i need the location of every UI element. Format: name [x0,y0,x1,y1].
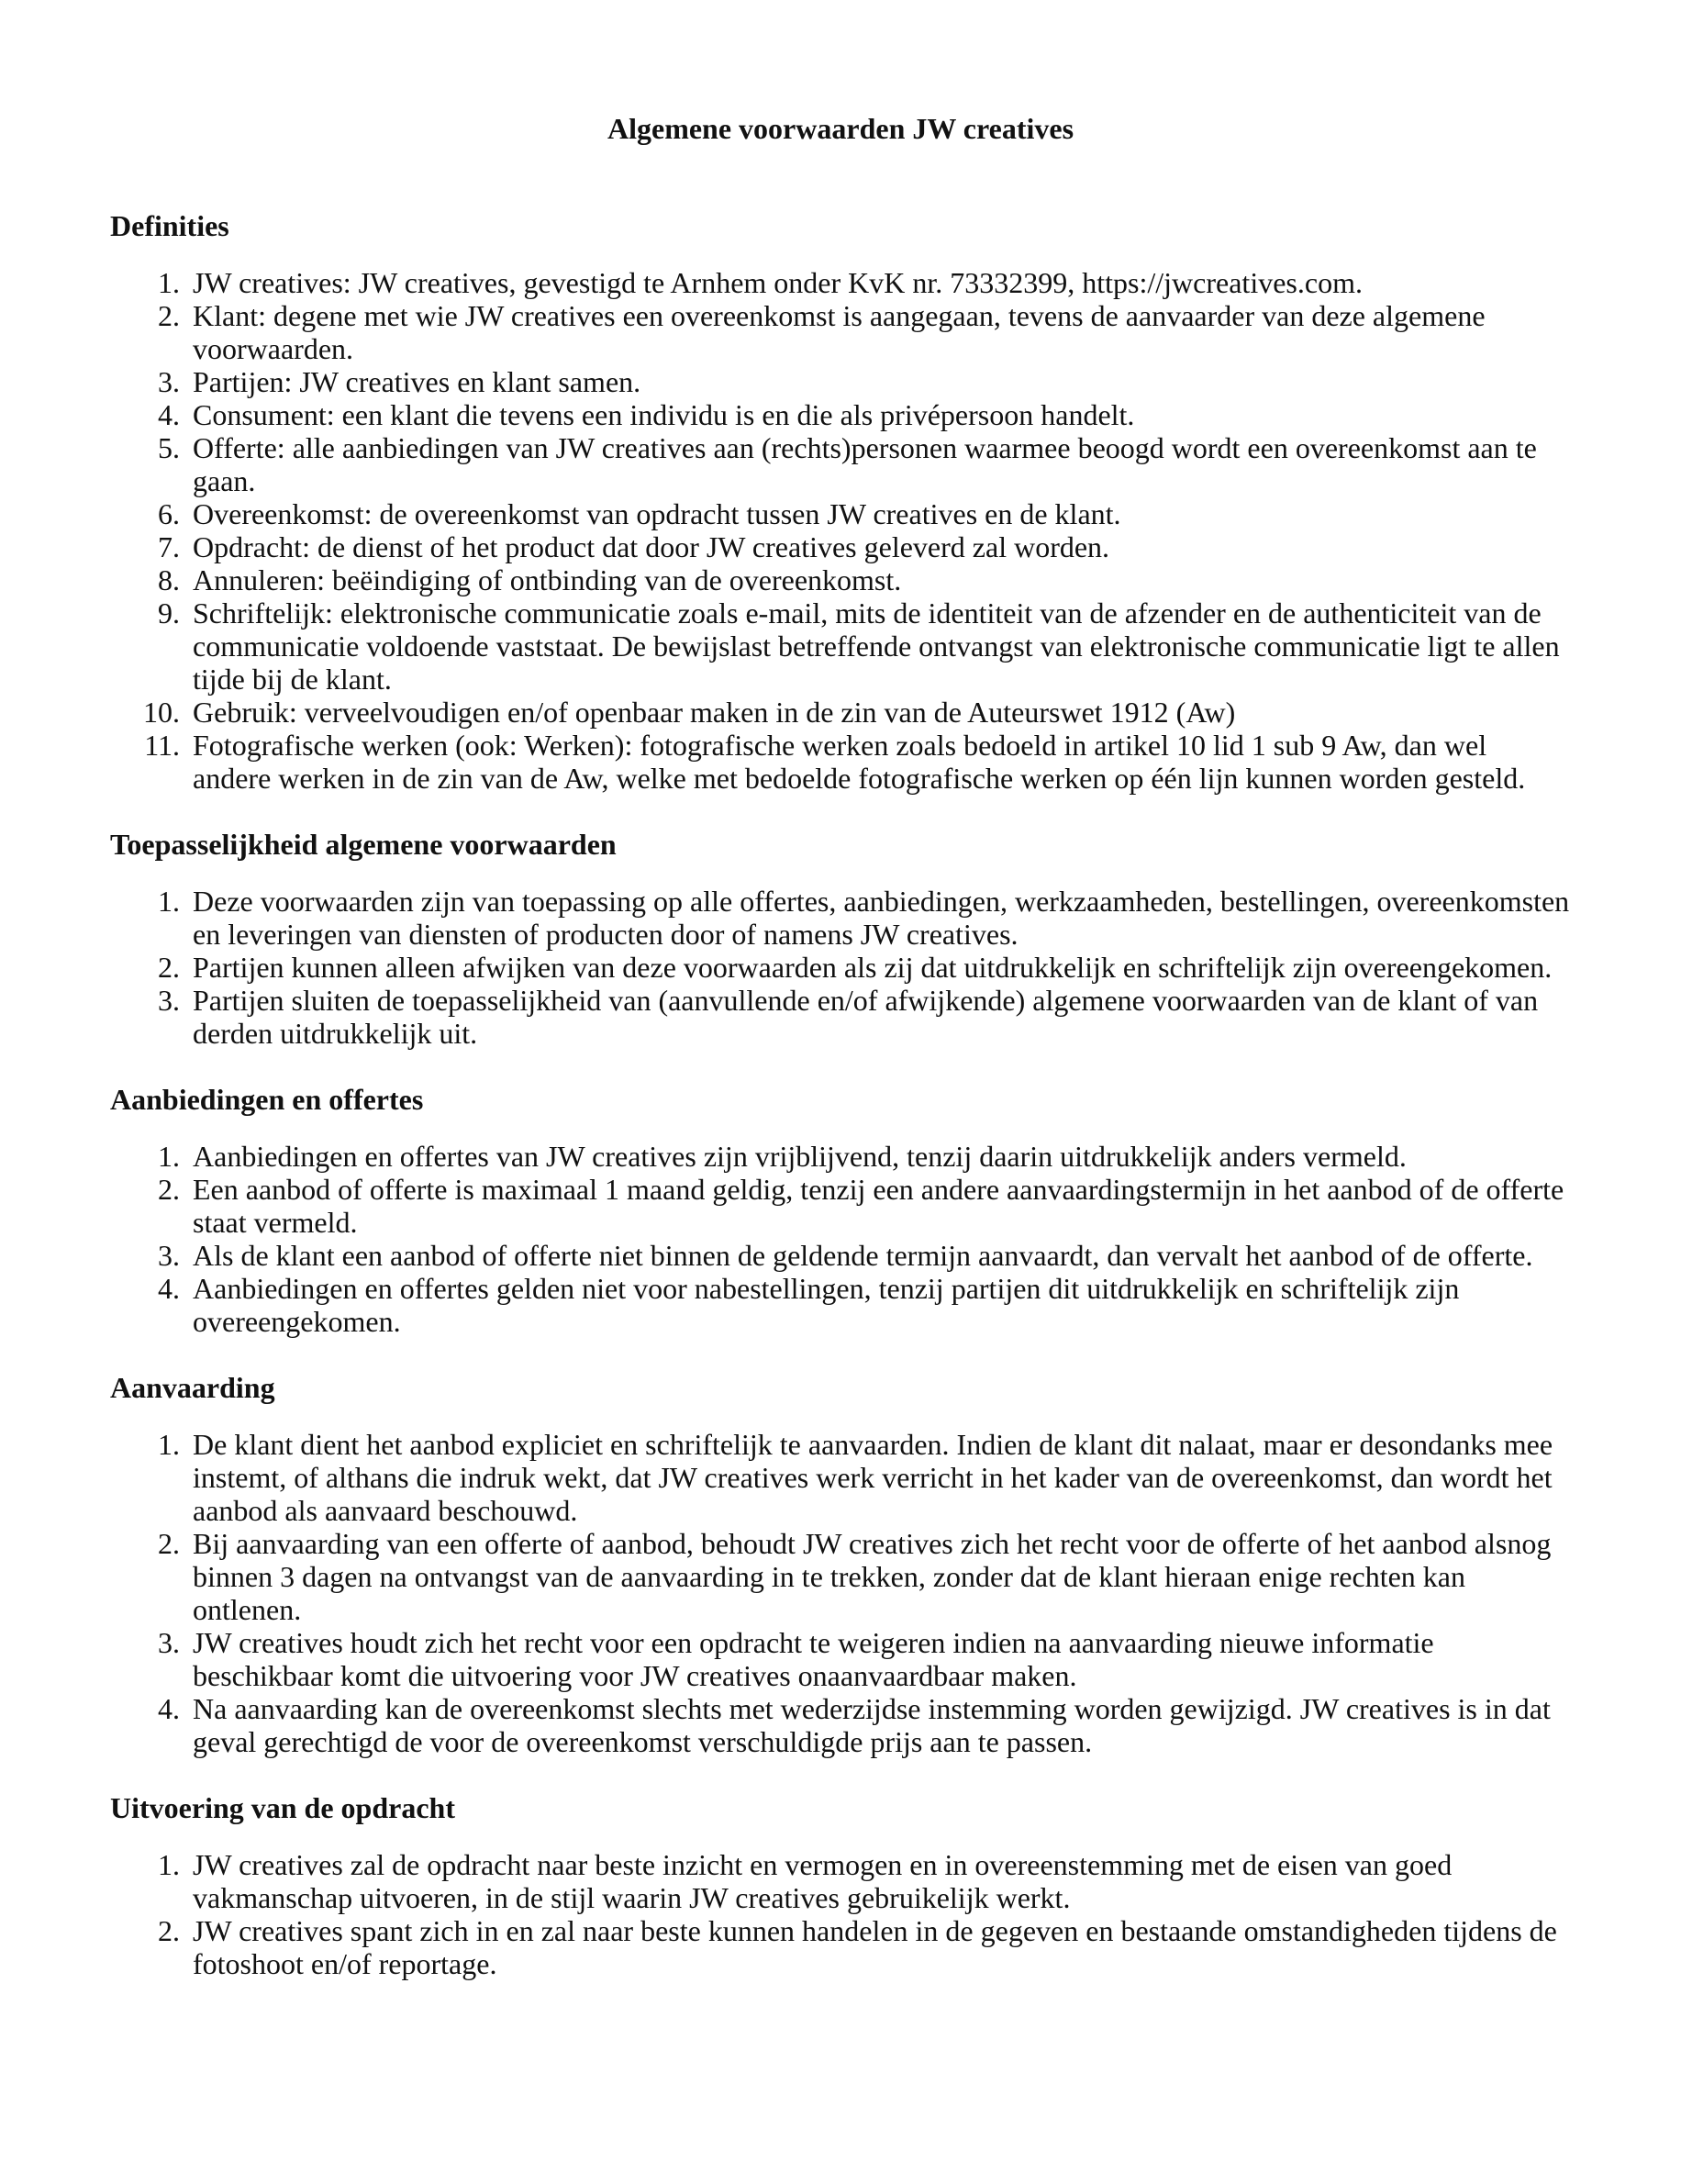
clause-number: 3. [158,365,180,398]
clause-item [110,299,1571,365]
clause-text: Aanbiedingen en offertes van JW creatives zijn vrijblijvend, tenzij daarin uitdrukkelijk anders vermeld. [193,1140,1407,1173]
clause-item [110,266,1571,299]
clause-item [110,1914,1571,1980]
clause-item [110,1173,1571,1239]
clause-text: Consument: een klant die tevens een individu is en die als privépersoon handelt. [193,398,1135,431]
clause-text: Een aanbod of offerte is maximaal 1 maand geldig, tenzij een andere aanvaardingstermijn in het aanbod of de offerte staat vermeld. [193,1173,1564,1239]
clause-number: 2. [158,1527,180,1560]
clause-text: Fotografische werken (ook: Werken): fotografische werken zoals bedoeld in artikel 10 lid 1 sub 9 Aw, dan wel andere werken in de zin van de Aw, welke met bedoelde fotografische werken op één lijn kunnen worden gesteld. [193,729,1526,795]
section-heading: Aanbiedingen en offertes [110,1083,424,1116]
clause-number: 11. [144,729,180,762]
section-heading: Toepasselijkheid algemene voorwaarden [110,828,617,861]
clause-item [110,530,1571,563]
clause-number: 2. [158,1173,180,1206]
section-heading: Aanvaarding [110,1371,275,1404]
clause-text: JW creatives spant zich in en zal naar beste kunnen handelen in de gegeven en bestaande omstandigheden tijdens de fotoshoot en/of reportage. [193,1914,1557,1980]
document-title: Algemene voorwaarden JW creatives [607,112,1074,145]
clause-text: Overeenkomst: de overeenkomst van opdracht tussen JW creatives en de klant. [193,497,1121,530]
clause-item [110,497,1571,530]
section-heading: Uitvoering van de opdracht [110,1791,455,1824]
clause-item [110,563,1571,596]
clause-text: Partijen: JW creatives en klant samen. [193,365,641,398]
clause-item [110,951,1571,984]
clause-item [110,696,1571,729]
clause-number: 2. [158,951,180,984]
clause-text: Annuleren: beëindiging of ontbinding van de overeenkomst. [193,563,902,596]
clause-number: 9. [158,596,180,630]
clause-number: 5. [158,431,180,464]
clause-item [110,1626,1571,1692]
clause-text: Aanbiedingen en offertes gelden niet voor nabestellingen, tenzij partijen dit uitdrukkelijk en schriftelijk zijn overeengekomen. [193,1272,1460,1338]
clause-number: 3. [158,1626,180,1659]
clause-list [110,885,1571,1050]
clause-text: Opdracht: de dienst of het product dat door JW creatives geleverd zal worden. [193,530,1110,563]
clause-list [110,1848,1571,1980]
section-heading: Definities [110,209,229,242]
clause-item [110,1140,1571,1173]
clause-number: 6. [158,497,180,530]
clause-item [110,1239,1571,1272]
clause-text: Offerte: alle aanbiedingen van JW creatives aan (rechts)personen waarmee beoogd wordt een overeenkomst aan te gaan. [193,431,1537,497]
clause-text: Partijen kunnen alleen afwijken van deze voorwaarden als zij dat uitdrukkelijk en schriftelijk zijn overeengekomen. [193,951,1553,984]
clause-text: Schriftelijk: elektronische communicatie zoals e-mail, mits de identiteit van de afzender en de authenticiteit van de communicatie voldoende vaststaat. De bewijslast betreffende ontvangst van elektronische communicatie ligt te allen tijde bij de klant. [193,596,1560,696]
clause-item [110,596,1571,696]
document-body [110,206,1571,1980]
clause-number: 10. [143,696,180,729]
clause-item [110,984,1571,1050]
clause-number: 2. [158,1914,180,1947]
clause-number: 3. [158,1239,180,1272]
clause-item [110,1692,1571,1758]
clause-item [110,1527,1571,1626]
section-aanvaarding [110,1367,1571,1758]
clause-item [110,1848,1571,1914]
clause-text: Als de klant een aanbod of offerte niet binnen de geldende termijn aanvaardt, dan vervalt het aanbod of de offerte. [193,1239,1533,1272]
clause-item [110,1428,1571,1527]
clause-number: 1. [158,1428,180,1461]
clause-number: 1. [158,1848,180,1881]
clause-number: 1. [158,266,180,299]
clause-list [110,1140,1571,1338]
clause-item [110,431,1571,497]
clause-text: Klant: degene met wie JW creatives een overeenkomst is aangegaan, tevens de aanvaarder van deze algemene voorwaarden. [193,299,1486,365]
clause-text: Partijen sluiten de toepasselijkheid van (aanvullende en/of afwijkende) algemene voorwaarden van de klant of van derden uitdrukkelijk uit. [193,984,1539,1050]
clause-list [110,266,1571,795]
section-toepasselijkheid-algemene-voorwaarden [110,824,1571,1050]
clause-text: JW creatives zal de opdracht naar beste inzicht en vermogen en in overeenstemming met de eisen van goed vakmanschap uitvoeren, in de stijl waarin JW creatives gebruikelijk werkt. [193,1848,1453,1914]
clause-item [110,1272,1571,1338]
section-definities [110,206,1571,795]
clause-number: 7. [158,530,180,563]
clause-item [110,365,1571,398]
clause-item [110,885,1571,951]
clause-text: Na aanvaarding kan de overeenkomst slechts met wederzijdse instemming worden gewijzigd. JW creatives is in dat geval gerechtigd de voor de overeenkomst verschuldigde prijs aan te passen. [193,1692,1551,1758]
section-uitvoering-van-de-opdracht [110,1788,1571,1980]
clause-text: De klant dient het aanbod expliciet en schriftelijk te aanvaarden. Indien de klant dit nalaat, maar er desondanks mee instemt, of althans die indruk wekt, dat JW creatives werk verricht in het kader van de overeenkomst, dan wordt het aanbod als aanvaard beschouwd. [193,1428,1553,1527]
clause-number: 4. [158,1272,180,1305]
clause-number: 2. [158,299,180,332]
clause-number: 1. [158,885,180,918]
clause-text: JW creatives: JW creatives, gevestigd te Arnhem onder KvK nr. 73332399, https://jwcreatives.com. [193,266,1363,299]
clause-text: Deze voorwaarden zijn van toepassing op alle offertes, aanbiedingen, werkzaamheden, bestellingen, overeenkomsten en leveringen van diensten of producten door of namens JW creatives. [193,885,1570,951]
clause-text: Gebruik: verveelvoudigen en/of openbaar maken in de zin van de Auteurswet 1912 (Aw) [193,696,1236,729]
clause-number: 1. [158,1140,180,1173]
clause-number: 3. [158,984,180,1017]
clause-list [110,1428,1571,1758]
clause-item [110,729,1571,795]
clause-text: JW creatives houdt zich het recht voor een opdracht te weigeren indien na aanvaarding nieuwe informatie beschikbaar komt die uitvoering voor JW creatives onaanvaardbaar maken. [193,1626,1434,1692]
clause-number: 4. [158,398,180,431]
clause-number: 4. [158,1692,180,1725]
clause-text: Bij aanvaarding van een offerte of aanbod, behoudt JW creatives zich het recht voor de offerte of het aanbod alsnog binnen 3 dagen na ontvangst van de aanvaarding in te trekken, zonder dat de klant hieraan enige rechten kan ontlenen. [193,1527,1552,1626]
section-aanbiedingen-en-offertes [110,1079,1571,1338]
clause-number: 8. [158,563,180,596]
clause-item [110,398,1571,431]
